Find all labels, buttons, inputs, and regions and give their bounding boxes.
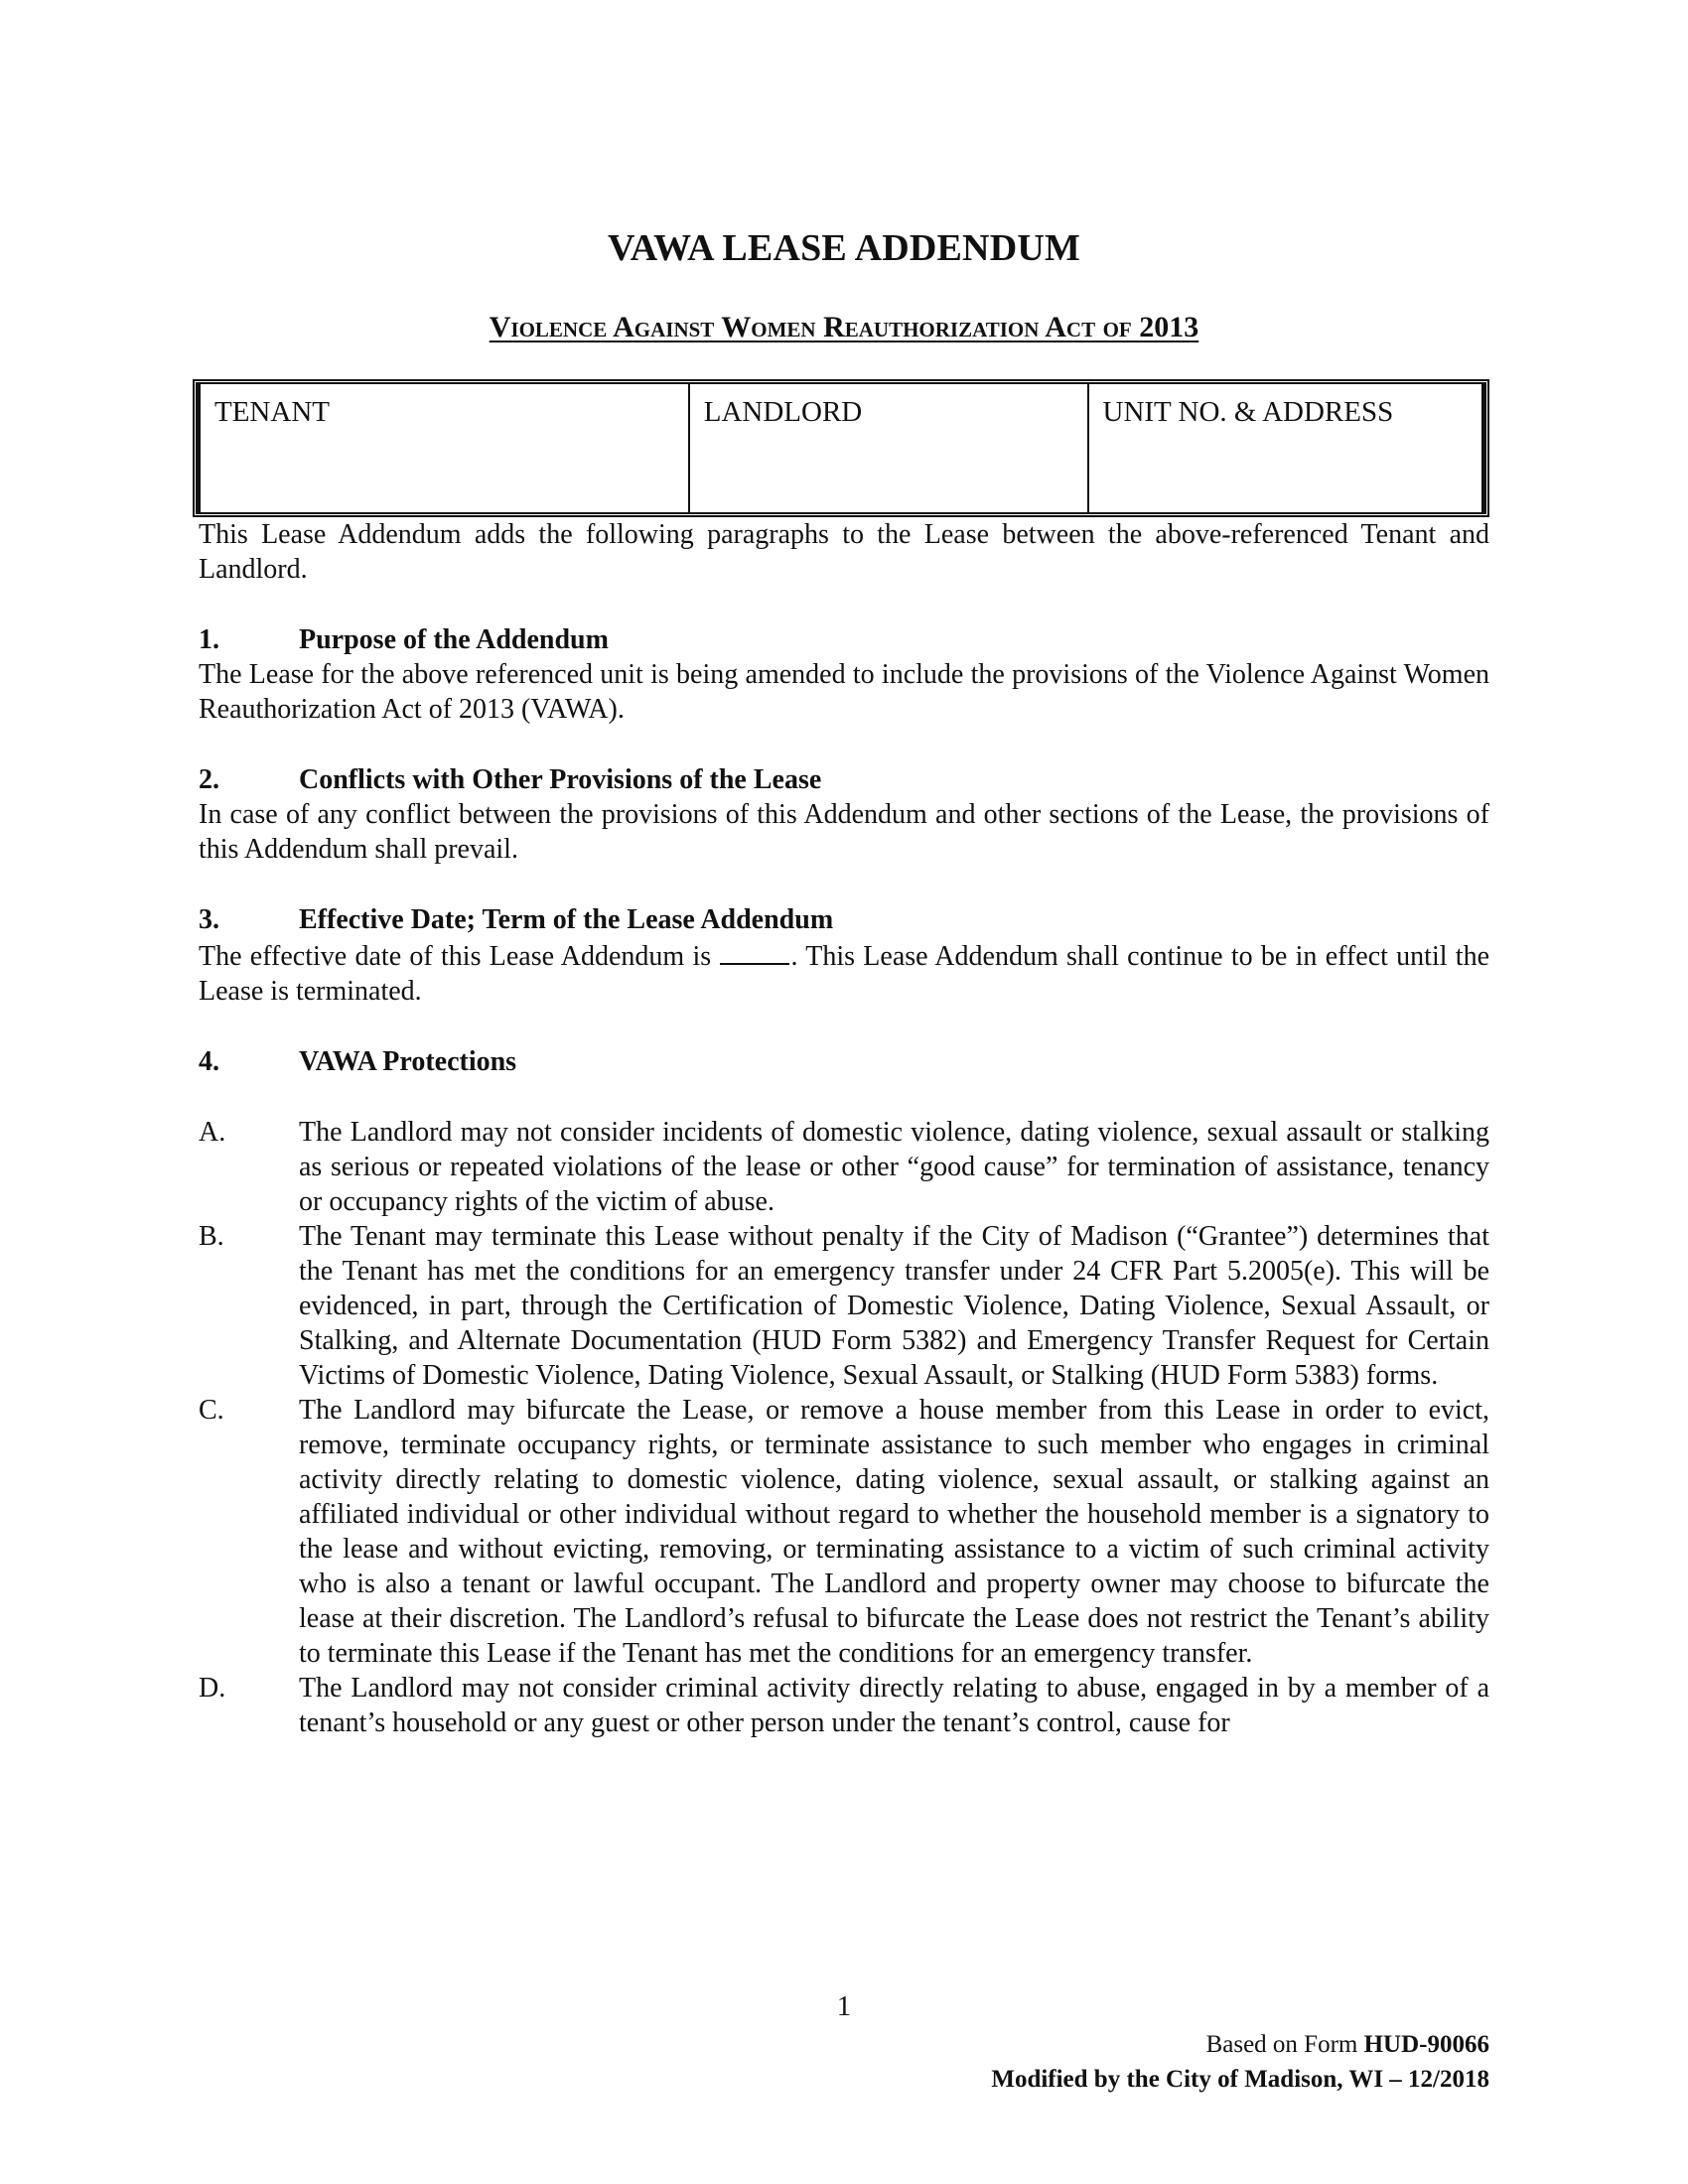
section-heading-2 bbox=[199, 762, 1489, 797]
section-heading-4 bbox=[199, 1044, 1489, 1079]
list-item bbox=[199, 1393, 1489, 1671]
section-number: 4. bbox=[199, 1046, 219, 1077]
subtitle-wrapper bbox=[199, 310, 1489, 345]
document-title: VAWA LEASE ADDENDUM bbox=[607, 227, 1081, 269]
section-paragraph-2: In case of any conflict between the provisions of this Addendum and other sections of the Lease, the provisions of this Addendum shall prevail. bbox=[199, 799, 1489, 865]
protections-list bbox=[199, 1115, 1489, 1740]
section-number: 2. bbox=[199, 764, 219, 795]
section-number: 1. bbox=[199, 624, 219, 655]
item-letter: B. bbox=[199, 1221, 224, 1252]
landlord-cell: LANDLORD bbox=[688, 384, 1087, 512]
page-number: 1 bbox=[836, 1990, 852, 2022]
footer-form-number: HUD-90066 bbox=[1363, 2031, 1489, 2058]
item-text: The Tenant may terminate this Lease without penalty if the City of Madison (“Grantee”) determines that the Tenant has met the conditions for an emergency transfer under 24 CFR Part 5.2005(e). This will be evidenced, in part, through the Certification of Domestic Violence, Dating Violence, Sexual Assault, or Stalking, and Alternate Documentation (HUD Form 5382) and Emergency Transfer Request for Certain Victims of Domestic Violence, Dating Violence, Sexual Assault, or Stalking (HUD Form 5383) forms. bbox=[299, 1221, 1489, 1391]
parties-table bbox=[193, 379, 1489, 517]
effective-date-continuation: . This Lease Addendum shall continue to be in effect until the Lease is terminated. bbox=[199, 941, 1490, 1007]
item-text: The Landlord may not consider criminal activity directly relating to abuse, engaged in by a member of a tenant’s household or any guest or other person under the tenant’s control, cause for bbox=[299, 1673, 1489, 1738]
section-heading-1 bbox=[199, 622, 1489, 657]
item-letter: C. bbox=[199, 1395, 224, 1426]
section-title: VAWA Protections bbox=[299, 1046, 517, 1077]
list-item bbox=[199, 1219, 1489, 1393]
item-text: The Landlord may bifurcate the Lease, or remove a house member from this Lease in order to evict, remove, terminate occupancy rights, or terminate assistance to such member who engages in criminal activity directly relating to domestic violence, dating violence, sexual assault, or stalking against an affiliated individual or other individual without regard to whether the household member is a signatory to the lease and without evicting, removing, or terminating assistance to a victim of such criminal activity who is also a tenant or lawful occupant. The Landlord and property owner may choose to bifurcate the lease at their discretion. The Landlord’s refusal to bifurcate the Lease does not restrict the Tenant’s ability to terminate this Lease if the Tenant has met the conditions for an emergency transfer. bbox=[299, 1395, 1489, 1669]
table-row bbox=[198, 384, 1484, 512]
section-title: Conflicts with Other Provisions of the Lease bbox=[299, 764, 822, 795]
document-body bbox=[199, 220, 1489, 1740]
list-item bbox=[199, 1671, 1489, 1740]
item-letter: D. bbox=[199, 1673, 226, 1704]
section-paragraph-1: The Lease for the above referenced unit is being amended to include the provisions of the Violence Against Women Reauthorization Act of 2013 (VAWA). bbox=[199, 659, 1489, 725]
footer-line-1 bbox=[991, 2027, 1489, 2062]
intro-paragraph: This Lease Addendum adds the following paragraphs to the Lease between the above-referenced Tenant and Landlord. bbox=[199, 519, 1489, 585]
footer-form-prefix: Based on Form bbox=[1205, 2031, 1358, 2058]
item-letter: A. bbox=[199, 1117, 226, 1148]
section-title: Effective Date; Term of the Lease Addendum bbox=[299, 904, 834, 935]
section-number: 3. bbox=[199, 904, 219, 935]
section-title: Purpose of the Addendum bbox=[299, 624, 609, 655]
list-item bbox=[199, 1115, 1489, 1219]
unit-address-cell: UNIT NO. & ADDRESS bbox=[1087, 384, 1484, 512]
section-paragraph-3 bbox=[199, 937, 1489, 1009]
section-heading-3 bbox=[199, 902, 1489, 937]
footer bbox=[991, 2027, 1489, 2097]
effective-date-text: The effective date of this Lease Addendum is bbox=[199, 941, 712, 972]
document-subtitle: Violence Against Women Reauthorization Act of 2013 bbox=[489, 311, 1199, 343]
item-text: The Landlord may not consider incidents of domestic violence, dating violence, sexual assault or stalking as serious or repeated violations of the lease or other “good cause” for termination of assistance, tenancy or occupancy rights of the victim of abuse. bbox=[299, 1117, 1489, 1217]
tenant-cell: TENANT bbox=[198, 384, 688, 512]
footer-line-2: Modified by the City of Madison, WI – 12/2018 bbox=[991, 2066, 1489, 2093]
effective-date-blank[interactable] bbox=[720, 937, 789, 965]
